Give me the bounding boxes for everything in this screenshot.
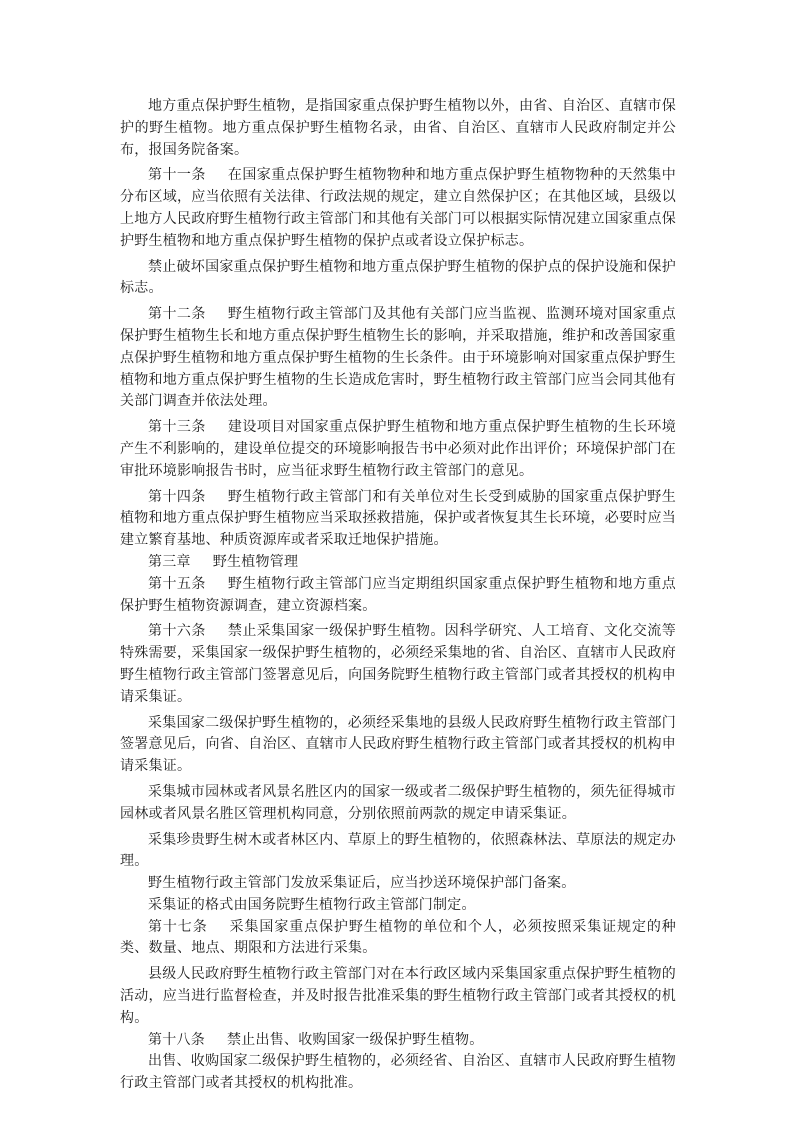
article-number: 第十二条 bbox=[148, 306, 206, 323]
paragraph bbox=[120, 873, 676, 895]
paragraph-text: 地方重点保护野生植物，是指国家重点保护野生植物以外，由省、自治区、直辖市保护的野生植物。地方重点保护野生植物名录，由省、自治区、直辖市人民政府制定并公布，报国务院备案。 bbox=[120, 98, 676, 158]
paragraph-text: 采集城市园林或者风景名胜区内的国家一级或者二级保护野生植物的，须先征得城市园林或者风景名胜区管理机构同意，分别依照前两款的规定申请采集证。 bbox=[120, 783, 676, 822]
paragraph-text: 采集证的格式由国务院野生植物行政主管部门制定。 bbox=[148, 896, 476, 913]
chapter-heading bbox=[120, 552, 676, 574]
paragraph-text: 出售、收购国家二级保护野生植物的，必须经省、自治区、直辖市人民政府野生植物行政主管部门或者其授权的机构批准。 bbox=[120, 1053, 676, 1092]
chapter-title: 野生植物管理 bbox=[212, 553, 299, 570]
paragraph-text: 野生植物行政主管部门和有关单位对生长受到威胁的国家重点保护野生植物和地方重点保护野生植物应当采取拯救措施，保护或者恢复其生长环境，必要时应当建立繁育基地、种质资源库或者采取迁地保护措施。 bbox=[120, 488, 677, 549]
article-number: 第十六条 bbox=[148, 623, 206, 640]
paragraph bbox=[120, 574, 676, 618]
chapter-number: 第三章 bbox=[148, 553, 191, 570]
paragraph-text: 野生植物行政主管部门及其他有关部门应当监视、监测环境对国家重点保护野生植物生长和地方重点保护野生植物生长的影响，并采取措施，维护和改善国家重点保护野生植物和地方重点保护野生植物的生长条件。由于环境影响对国家重点保护野生植物和地方重点保护野生植物的生长造成危害时，野生植物行政主管部门应当会同其他有关部门调查并依法处理。 bbox=[120, 306, 677, 410]
paragraph bbox=[120, 1030, 676, 1052]
article-number: 第十一条 bbox=[148, 167, 206, 184]
article-number: 第十七条 bbox=[148, 918, 208, 935]
article-number: 第十四条 bbox=[148, 488, 206, 505]
paragraph bbox=[120, 304, 676, 413]
paragraph bbox=[120, 917, 676, 961]
paragraph-text: 禁止采集国家一级保护野生植物。因科学研究、人工培育、文化交流等特殊需要，采集国家一级保护野生植物的，必须经采集地的省、自治区、直辖市人民政府野生植物行政主管部门签署意见后，向国务院野生植物行政主管部门或者其授权的机构申请采集证。 bbox=[120, 623, 677, 705]
document-body bbox=[120, 96, 676, 1099]
article-number: 第十三条 bbox=[148, 419, 206, 436]
article-number: 第十五条 bbox=[148, 575, 206, 592]
paragraph bbox=[120, 830, 676, 874]
paragraph-text: 采集国家二级保护野生植物的，必须经采集地的县级人民政府野生植物行政主管部门签署意见后，向省、自治区、直辖市人民政府野生植物行政主管部门或者其授权的机构申请采集证。 bbox=[120, 714, 676, 775]
paragraph-text: 在国家重点保护野生植物物种和地方重点保护野生植物物种的天然集中分布区域，应当依照有关法律、行政法规的规定，建立自然保护区；在其他区域，县级以上地方人民政府野生植物行政主管部门和其他有关部门可以根据实际情况建立国家重点保护野生植物和地方重点保护野生植物的保护点或者设立保护标志。 bbox=[120, 167, 677, 249]
paragraph bbox=[120, 96, 676, 161]
paragraph bbox=[120, 621, 676, 708]
paragraph-text: 建设项目对国家重点保护野生植物和地方重点保护野生植物的生长环境产生不利影响的，建设单位提交的环境影响报告书中必须对此作出评价；环境保护部门在审批环境影响报告书时，应当征求野生植物行政主管部门的意见。 bbox=[120, 419, 677, 479]
paragraph-text: 禁止破坏国家重点保护野生植物和地方重点保护野生植物的保护点的保护设施和保护标志。 bbox=[120, 258, 676, 297]
paragraph-text: 县级人民政府野生植物行政主管部门对在本行政区域内采集国家重点保护野生植物的活动，应当进行监督检查，并及时报告批准采集的野生植物行政主管部门或者其授权的机构。 bbox=[120, 966, 676, 1026]
paragraph bbox=[120, 964, 676, 1029]
paragraph-text: 野生植物行政主管部门应当定期组织国家重点保护野生植物和地方重点保护野生植物资源调查，建立资源档案。 bbox=[120, 575, 677, 614]
paragraph bbox=[120, 713, 676, 778]
paragraph bbox=[120, 257, 676, 301]
paragraph-text: 野生植物行政主管部门发放采集证后，应当抄送环境保护部门备案。 bbox=[148, 875, 576, 892]
paragraph bbox=[120, 165, 676, 252]
paragraph-text: 采集国家重点保护野生植物的单位和个人，必须按照采集证规定的种类、数量、地点、期限和方法进行采集。 bbox=[120, 918, 677, 957]
paragraph bbox=[120, 782, 676, 826]
paragraph bbox=[120, 1051, 676, 1095]
paragraph-text: 采集珍贵野生树木或者林区内、草原上的野生植物的，依照森林法、草原法的规定办理。 bbox=[120, 831, 676, 870]
paragraph bbox=[120, 487, 676, 552]
article-number: 第十八条 bbox=[148, 1031, 205, 1048]
paragraph bbox=[120, 895, 676, 917]
paragraph-text: 禁止出售、收购国家一级保护野生植物。 bbox=[227, 1031, 484, 1048]
paragraph bbox=[120, 417, 676, 482]
